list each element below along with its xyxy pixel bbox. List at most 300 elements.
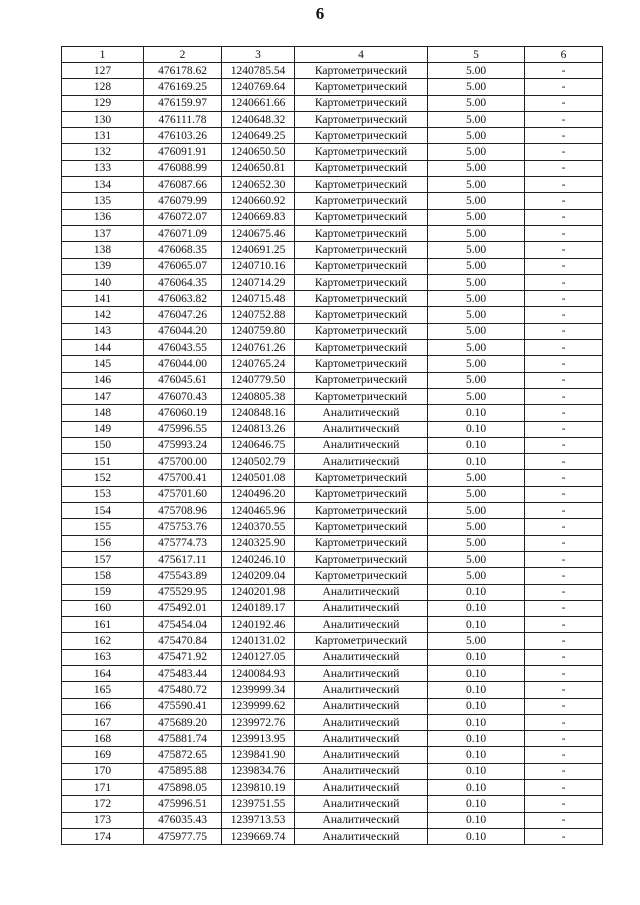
note-cell: - [525,763,603,779]
y-coordinate-cell: 1240201.98 [222,584,295,600]
table-row [62,274,603,290]
x-coordinate-cell: 475898.05 [144,780,222,796]
x-coordinate-cell: 475993.24 [144,437,222,453]
method-cell: Аналитический [295,600,428,616]
table-row [62,796,603,812]
note-cell: - [525,633,603,649]
accuracy-cell: 5.00 [428,274,525,290]
accuracy-cell: 5.00 [428,503,525,519]
accuracy-cell: 0.10 [428,763,525,779]
y-coordinate-cell: 1240765.24 [222,356,295,372]
table-row [62,144,603,160]
point-number-cell: 133 [62,160,144,176]
table-row [62,568,603,584]
x-coordinate-cell: 475529.95 [144,584,222,600]
x-coordinate-cell: 476068.35 [144,242,222,258]
y-coordinate-cell: 1240650.81 [222,160,295,176]
y-coordinate-cell: 1239751.55 [222,796,295,812]
x-coordinate-cell: 475996.55 [144,421,222,437]
y-coordinate-cell: 1240661.66 [222,95,295,111]
accuracy-cell: 5.00 [428,372,525,388]
note-cell: - [525,95,603,111]
method-cell: Картометрический [295,633,428,649]
x-coordinate-cell: 475895.88 [144,763,222,779]
point-number-cell: 154 [62,503,144,519]
y-coordinate-cell: 1240715.48 [222,291,295,307]
y-coordinate-cell: 1239999.34 [222,682,295,698]
column-header: 2 [144,47,222,63]
column-header: 3 [222,47,295,63]
note-cell: - [525,486,603,502]
point-number-cell: 162 [62,633,144,649]
accuracy-cell: 5.00 [428,242,525,258]
x-coordinate-cell: 476087.66 [144,177,222,193]
point-number-cell: 169 [62,747,144,763]
note-cell: - [525,225,603,241]
point-number-cell: 148 [62,405,144,421]
note-cell: - [525,405,603,421]
note-cell: - [525,682,603,698]
method-cell: Картометрический [295,323,428,339]
point-number-cell: 152 [62,470,144,486]
x-coordinate-cell: 475701.60 [144,486,222,502]
table-row [62,63,603,79]
method-cell: Картометрический [295,209,428,225]
x-coordinate-cell: 475774.73 [144,535,222,551]
method-cell: Картометрический [295,503,428,519]
y-coordinate-cell: 1240785.54 [222,63,295,79]
method-cell: Картометрический [295,95,428,111]
accuracy-cell: 5.00 [428,258,525,274]
method-cell: Аналитический [295,780,428,796]
point-number-cell: 142 [62,307,144,323]
x-coordinate-cell: 476043.55 [144,340,222,356]
column-header: 1 [62,47,144,63]
method-cell: Картометрический [295,470,428,486]
x-coordinate-cell: 475543.89 [144,568,222,584]
note-cell: - [525,747,603,763]
y-coordinate-cell: 1240127.05 [222,649,295,665]
method-cell: Аналитический [295,714,428,730]
y-coordinate-cell: 1239834.76 [222,763,295,779]
y-coordinate-cell: 1239841.90 [222,747,295,763]
accuracy-cell: 0.10 [428,714,525,730]
table-row [62,763,603,779]
x-coordinate-cell: 475590.41 [144,698,222,714]
y-coordinate-cell: 1239669.74 [222,828,295,844]
method-cell: Картометрический [295,144,428,160]
x-coordinate-cell: 476072.07 [144,209,222,225]
note-cell: - [525,519,603,535]
point-number-cell: 161 [62,617,144,633]
table-row [62,780,603,796]
method-cell: Картометрический [295,535,428,551]
note-cell: - [525,274,603,290]
y-coordinate-cell: 1239713.53 [222,812,295,828]
table-row [62,454,603,470]
accuracy-cell: 0.10 [428,405,525,421]
y-coordinate-cell: 1240650.50 [222,144,295,160]
y-coordinate-cell: 1240370.55 [222,519,295,535]
table-row [62,323,603,339]
point-number-cell: 163 [62,649,144,665]
x-coordinate-cell: 476044.20 [144,323,222,339]
y-coordinate-cell: 1240669.83 [222,209,295,225]
accuracy-cell: 5.00 [428,356,525,372]
point-number-cell: 160 [62,600,144,616]
accuracy-cell: 0.10 [428,682,525,698]
x-coordinate-cell: 476111.78 [144,111,222,127]
accuracy-cell: 0.10 [428,747,525,763]
accuracy-cell: 5.00 [428,95,525,111]
accuracy-cell: 5.00 [428,160,525,176]
method-cell: Аналитический [295,763,428,779]
x-coordinate-cell: 476178.62 [144,63,222,79]
table-row [62,193,603,209]
note-cell: - [525,209,603,225]
note-cell: - [525,128,603,144]
method-cell: Картометрический [295,274,428,290]
table-row [62,95,603,111]
x-coordinate-cell: 476159.97 [144,95,222,111]
accuracy-cell: 5.00 [428,633,525,649]
accuracy-cell: 5.00 [428,535,525,551]
method-cell: Картометрический [295,63,428,79]
table-row [62,682,603,698]
method-cell: Аналитический [295,454,428,470]
y-coordinate-cell: 1240761.26 [222,340,295,356]
method-cell: Аналитический [295,584,428,600]
note-cell: - [525,372,603,388]
y-coordinate-cell: 1239913.95 [222,731,295,747]
method-cell: Картометрический [295,177,428,193]
method-cell: Картометрический [295,356,428,372]
point-number-cell: 159 [62,584,144,600]
table-row [62,470,603,486]
point-number-cell: 143 [62,323,144,339]
accuracy-cell: 0.10 [428,454,525,470]
x-coordinate-cell: 476169.25 [144,79,222,95]
table-row [62,372,603,388]
point-number-cell: 137 [62,225,144,241]
y-coordinate-cell: 1240752.88 [222,307,295,323]
accuracy-cell: 5.00 [428,63,525,79]
y-coordinate-cell: 1240710.16 [222,258,295,274]
method-cell: Аналитический [295,665,428,681]
note-cell: - [525,258,603,274]
point-number-cell: 158 [62,568,144,584]
method-cell: Аналитический [295,812,428,828]
note-cell: - [525,828,603,844]
x-coordinate-cell: 475753.76 [144,519,222,535]
point-number-cell: 145 [62,356,144,372]
point-number-cell: 157 [62,551,144,567]
table-row [62,209,603,225]
method-cell: Картометрический [295,242,428,258]
note-cell: - [525,649,603,665]
method-cell: Картометрический [295,160,428,176]
x-coordinate-cell: 476070.43 [144,388,222,404]
point-number-cell: 131 [62,128,144,144]
x-coordinate-cell: 475480.72 [144,682,222,698]
column-header: 4 [295,47,428,63]
accuracy-cell: 0.10 [428,731,525,747]
point-number-cell: 132 [62,144,144,160]
y-coordinate-cell: 1240189.17 [222,600,295,616]
y-coordinate-cell: 1240465.96 [222,503,295,519]
note-cell: - [525,584,603,600]
x-coordinate-cell: 476065.07 [144,258,222,274]
point-number-cell: 174 [62,828,144,844]
point-number-cell: 130 [62,111,144,127]
accuracy-cell: 0.10 [428,780,525,796]
note-cell: - [525,551,603,567]
table-row [62,437,603,453]
table-row [62,307,603,323]
method-cell: Аналитический [295,796,428,812]
y-coordinate-cell: 1240501.08 [222,470,295,486]
note-cell: - [525,503,603,519]
note-cell: - [525,160,603,176]
accuracy-cell: 5.00 [428,111,525,127]
accuracy-cell: 0.10 [428,812,525,828]
table-row [62,79,603,95]
method-cell: Картометрический [295,388,428,404]
method-cell: Картометрический [295,551,428,567]
y-coordinate-cell: 1239999.62 [222,698,295,714]
method-cell: Аналитический [295,682,428,698]
point-number-cell: 147 [62,388,144,404]
accuracy-cell: 5.00 [428,340,525,356]
note-cell: - [525,193,603,209]
y-coordinate-cell: 1240246.10 [222,551,295,567]
accuracy-cell: 0.10 [428,617,525,633]
table-row [62,128,603,144]
method-cell: Картометрический [295,486,428,502]
point-number-cell: 149 [62,421,144,437]
table-header-row [62,47,603,63]
x-coordinate-cell: 476088.99 [144,160,222,176]
y-coordinate-cell: 1240813.26 [222,421,295,437]
table-row [62,225,603,241]
table-row [62,551,603,567]
x-coordinate-cell: 475492.01 [144,600,222,616]
table-row [62,160,603,176]
x-coordinate-cell: 475470.84 [144,633,222,649]
table-row [62,356,603,372]
point-number-cell: 168 [62,731,144,747]
note-cell: - [525,177,603,193]
method-cell: Аналитический [295,649,428,665]
point-number-cell: 150 [62,437,144,453]
point-number-cell: 153 [62,486,144,502]
accuracy-cell: 5.00 [428,291,525,307]
note-cell: - [525,600,603,616]
y-coordinate-cell: 1240848.16 [222,405,295,421]
column-header: 6 [525,47,603,63]
x-coordinate-cell: 475700.41 [144,470,222,486]
note-cell: - [525,323,603,339]
x-coordinate-cell: 475700.00 [144,454,222,470]
point-number-cell: 166 [62,698,144,714]
note-cell: - [525,617,603,633]
table-row [62,633,603,649]
table-row [62,340,603,356]
accuracy-cell: 5.00 [428,551,525,567]
y-coordinate-cell: 1240649.25 [222,128,295,144]
point-number-cell: 171 [62,780,144,796]
y-coordinate-cell: 1240691.25 [222,242,295,258]
x-coordinate-cell: 476044.00 [144,356,222,372]
x-coordinate-cell: 475872.65 [144,747,222,763]
method-cell: Аналитический [295,698,428,714]
note-cell: - [525,470,603,486]
table-row [62,291,603,307]
point-number-cell: 140 [62,274,144,290]
accuracy-cell: 5.00 [428,388,525,404]
y-coordinate-cell: 1240325.90 [222,535,295,551]
accuracy-cell: 0.10 [428,649,525,665]
table-row [62,698,603,714]
y-coordinate-cell: 1240084.93 [222,665,295,681]
accuracy-cell: 5.00 [428,177,525,193]
table-row [62,111,603,127]
x-coordinate-cell: 476060.19 [144,405,222,421]
point-number-cell: 165 [62,682,144,698]
y-coordinate-cell: 1240652.30 [222,177,295,193]
note-cell: - [525,242,603,258]
note-cell: - [525,144,603,160]
table-row [62,421,603,437]
method-cell: Картометрический [295,193,428,209]
x-coordinate-cell: 476047.26 [144,307,222,323]
accuracy-cell: 5.00 [428,568,525,584]
note-cell: - [525,63,603,79]
x-coordinate-cell: 475454.04 [144,617,222,633]
accuracy-cell: 0.10 [428,796,525,812]
point-number-cell: 138 [62,242,144,258]
table-row [62,731,603,747]
x-coordinate-cell: 475977.75 [144,828,222,844]
point-number-cell: 127 [62,63,144,79]
point-number-cell: 128 [62,79,144,95]
note-cell: - [525,79,603,95]
x-coordinate-cell: 475708.96 [144,503,222,519]
table-row [62,519,603,535]
method-cell: Картометрический [295,128,428,144]
table-row [62,388,603,404]
method-cell: Аналитический [295,747,428,763]
column-header: 5 [428,47,525,63]
note-cell: - [525,731,603,747]
method-cell: Картометрический [295,258,428,274]
coordinates-table [61,46,603,845]
method-cell: Аналитический [295,731,428,747]
point-number-cell: 134 [62,177,144,193]
accuracy-cell: 5.00 [428,470,525,486]
y-coordinate-cell: 1240759.80 [222,323,295,339]
accuracy-cell: 5.00 [428,144,525,160]
method-cell: Картометрический [295,291,428,307]
accuracy-cell: 5.00 [428,193,525,209]
point-number-cell: 151 [62,454,144,470]
method-cell: Картометрический [295,225,428,241]
y-coordinate-cell: 1240714.29 [222,274,295,290]
method-cell: Картометрический [295,111,428,127]
method-cell: Аналитический [295,828,428,844]
x-coordinate-cell: 476103.26 [144,128,222,144]
table-row [62,242,603,258]
y-coordinate-cell: 1240769.64 [222,79,295,95]
point-number-cell: 139 [62,258,144,274]
table-row [62,812,603,828]
point-number-cell: 155 [62,519,144,535]
table-row [62,828,603,844]
table-row [62,503,603,519]
y-coordinate-cell: 1240496.20 [222,486,295,502]
table-body [62,63,603,845]
accuracy-cell: 5.00 [428,307,525,323]
table-row [62,665,603,681]
y-coordinate-cell: 1239972.76 [222,714,295,730]
note-cell: - [525,568,603,584]
y-coordinate-cell: 1239810.19 [222,780,295,796]
point-number-cell: 144 [62,340,144,356]
point-number-cell: 170 [62,763,144,779]
x-coordinate-cell: 476091.91 [144,144,222,160]
method-cell: Картометрический [295,340,428,356]
x-coordinate-cell: 476035.43 [144,812,222,828]
point-number-cell: 135 [62,193,144,209]
x-coordinate-cell: 475996.51 [144,796,222,812]
method-cell: Картометрический [295,519,428,535]
method-cell: Картометрический [295,372,428,388]
point-number-cell: 141 [62,291,144,307]
x-coordinate-cell: 475483.44 [144,665,222,681]
accuracy-cell: 5.00 [428,323,525,339]
point-number-cell: 146 [62,372,144,388]
accuracy-cell: 5.00 [428,519,525,535]
note-cell: - [525,714,603,730]
method-cell: Картометрический [295,307,428,323]
x-coordinate-cell: 475471.92 [144,649,222,665]
accuracy-cell: 0.10 [428,828,525,844]
y-coordinate-cell: 1240502.79 [222,454,295,470]
note-cell: - [525,437,603,453]
note-cell: - [525,812,603,828]
method-cell: Картометрический [295,568,428,584]
note-cell: - [525,454,603,470]
point-number-cell: 167 [62,714,144,730]
point-number-cell: 173 [62,812,144,828]
table-row [62,584,603,600]
note-cell: - [525,291,603,307]
y-coordinate-cell: 1240648.32 [222,111,295,127]
table-row [62,258,603,274]
point-number-cell: 136 [62,209,144,225]
y-coordinate-cell: 1240805.38 [222,388,295,404]
accuracy-cell: 5.00 [428,209,525,225]
y-coordinate-cell: 1240209.04 [222,568,295,584]
y-coordinate-cell: 1240131.02 [222,633,295,649]
note-cell: - [525,780,603,796]
accuracy-cell: 0.10 [428,421,525,437]
table-row [62,486,603,502]
accuracy-cell: 0.10 [428,698,525,714]
accuracy-cell: 5.00 [428,225,525,241]
method-cell: Аналитический [295,421,428,437]
table-row [62,747,603,763]
